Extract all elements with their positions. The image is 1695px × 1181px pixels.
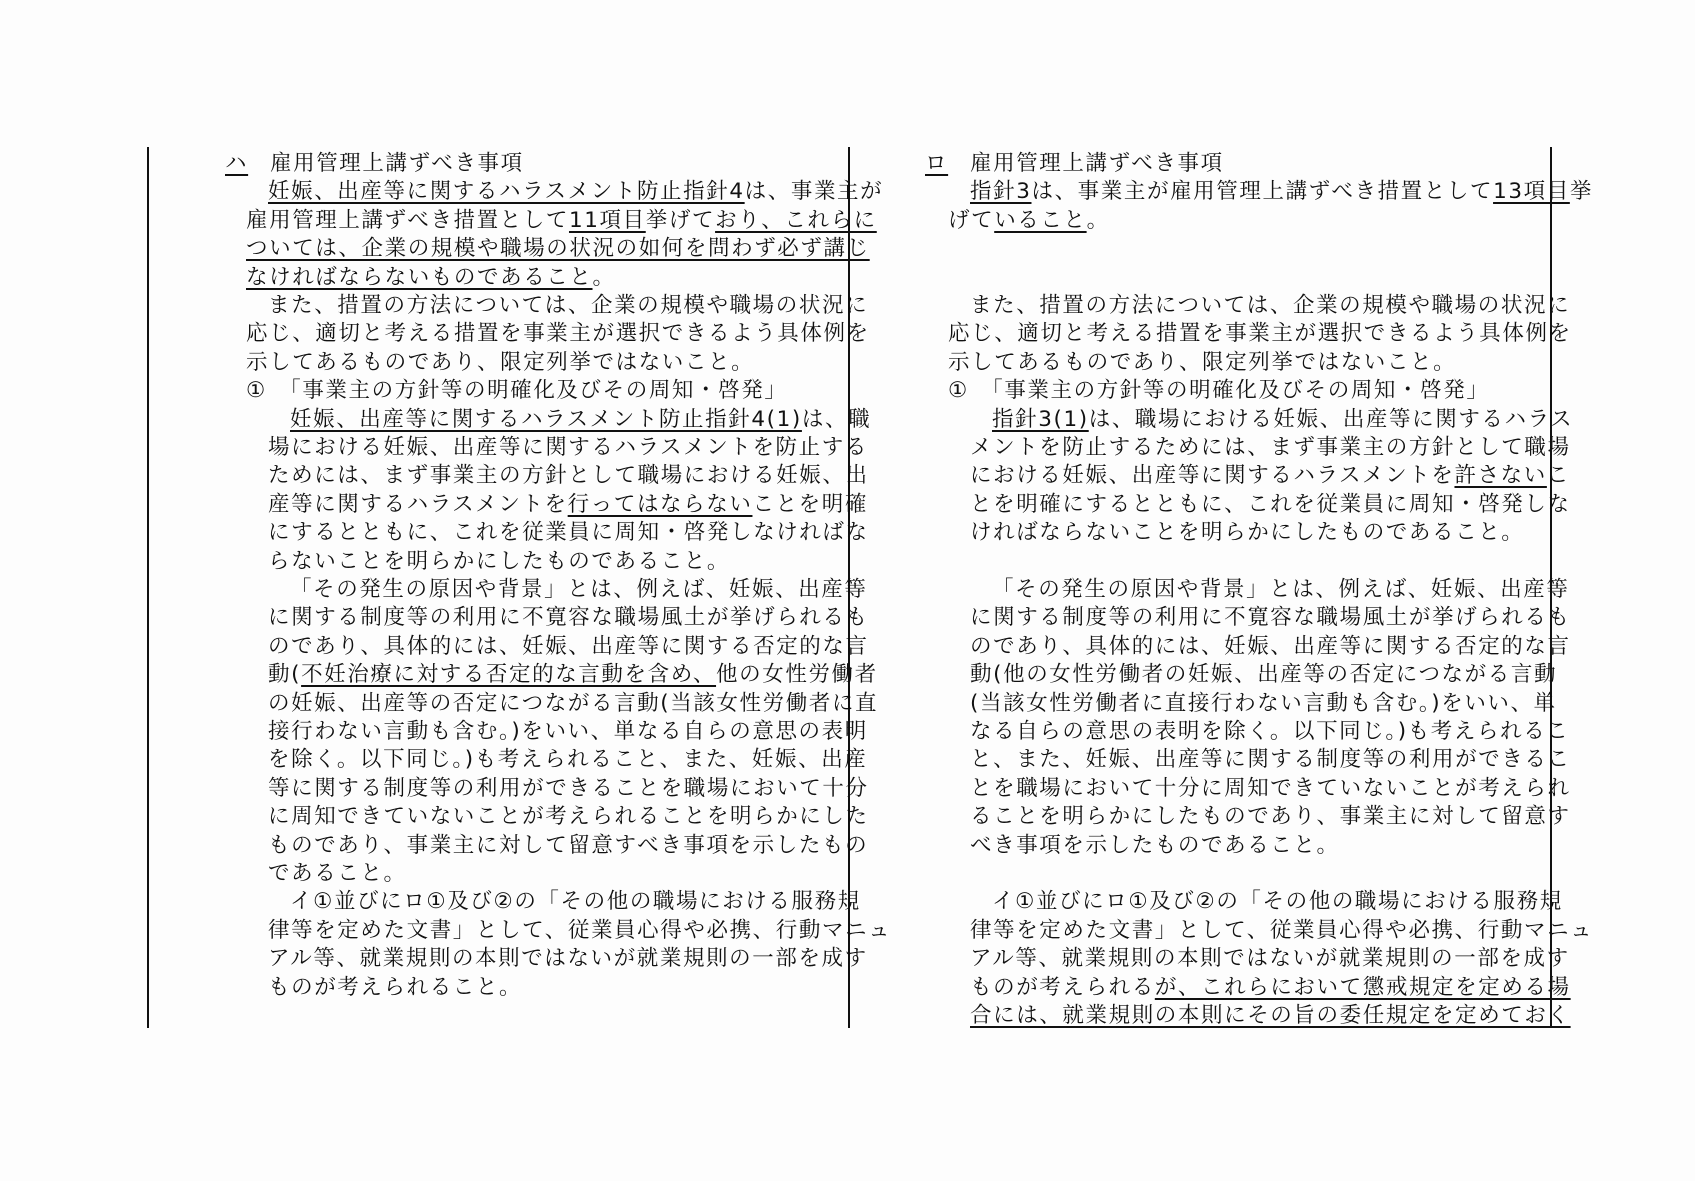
text-span: 応じ、適切と考える措置を事業主が選択できるよう具体例を (246, 321, 870, 347)
text-span: 動(他の女性労働者の妊娠、出産等の否定につながる言動 (970, 662, 1558, 688)
text-span: のであり、具体的には、妊娠、出産等に関する否定的な言 (970, 633, 1571, 659)
text-line (970, 718, 1569, 746)
text-span: 応じ、適切と考える措置を事業主が選択できるよう具体例を (948, 321, 1572, 347)
underlined-revision: 11項目 (568, 207, 646, 233)
text-line (268, 633, 869, 661)
underlined-revision: おり、これらに (715, 207, 877, 233)
text-line (992, 406, 1573, 434)
text-line (268, 690, 878, 718)
text-line (246, 235, 870, 263)
text-line (268, 718, 868, 746)
text-line (246, 264, 616, 292)
text-line (970, 178, 1593, 206)
underlined-revision: が、これらにおいて懲戒規定を定める場 (1154, 974, 1571, 1000)
text-line (290, 888, 861, 916)
text-line (268, 178, 883, 206)
text-line (268, 462, 869, 490)
text-line (290, 406, 871, 434)
text-span: とを職場において十分に周知できていないことが考えられ (970, 775, 1571, 801)
text-span: と、また、妊娠、出産等に関する制度等の利用ができるこ (970, 747, 1571, 773)
text-span: メントを防止するためには、まず事業主の方針として職場 (970, 435, 1571, 460)
text-span: のであり、具体的には、妊娠、出産等に関する否定的な言 (268, 633, 869, 659)
underlined-revision: 妊娠、出産等に関するハラスメント防止指針4 (268, 179, 745, 205)
text-line (948, 349, 1456, 377)
underlined-revision: 指針3(1) (992, 406, 1089, 432)
text-line (268, 945, 868, 973)
text-line (970, 604, 1571, 632)
underlined-revision: ついては、企業の規模や職場の状況の如何を問わず必ず講じ (246, 236, 870, 262)
text-line (992, 576, 1570, 604)
text-line (268, 519, 869, 547)
text-line (268, 775, 869, 803)
text-line (268, 548, 730, 576)
text-line (268, 491, 868, 519)
underlined-revision: 合には、就業規則の本則にその旨の委任規定を定めておく (970, 1003, 1571, 1028)
text-span: に周知できていないことが考えられることを明らかにした (268, 804, 869, 830)
text-line (268, 604, 869, 632)
text-span: とを明確にするとともに、これを従業員に周知・啓発しな (970, 491, 1571, 517)
text-line (268, 746, 867, 774)
text-line (970, 690, 1557, 718)
underlined-revision: なければならないものであること (246, 264, 593, 290)
section-heading-text: 雇用管理上講ずべき事項 (970, 151, 1224, 176)
text-span: ① 「事業主の方針等の明確化及びその周知・啓発」 (246, 378, 788, 404)
underlined-revision: 13項目 (1493, 179, 1570, 205)
text-span: 動( (268, 662, 302, 688)
text-line (970, 462, 1570, 490)
text-span: ることを明らかにしたものであり、事業主に対して留意す (970, 804, 1571, 830)
text-line (970, 661, 1557, 689)
text-span: アル等、就業規則の本則ではないが就業規則の一部を成す (970, 946, 1570, 972)
underlined-revision: いること (994, 207, 1087, 233)
text-line (948, 320, 1572, 348)
text-span: イ①並びにロ①及び②の「その他の職場における服務規 (992, 889, 1563, 915)
text-span: ものであり、事業主に対して留意すべき事項を示したもの (268, 832, 869, 858)
text-span: ものが考えられる (970, 974, 1155, 1000)
text-span: ければならないことを明らかにしたものであること。 (970, 520, 1525, 546)
text-span: また、措置の方法については、企業の規模や職場の状況に (970, 293, 1571, 318)
text-span: また、措置の方法については、企業の規模や職場の状況に (268, 293, 869, 318)
text-span: 産等に関するハラスメントを (268, 491, 568, 517)
text-span: は、事業主が雇用管理上講ずべき措置として (1031, 179, 1494, 205)
text-span: 律等を定めた文書」として、従業員心得や必携、行動マニュ (970, 917, 1594, 943)
text-line (970, 974, 1571, 1002)
text-line (246, 377, 787, 405)
text-line (268, 292, 868, 320)
text-line (992, 888, 1563, 916)
section-heading-text: 雇用管理上講ずべき事項 (270, 151, 524, 176)
text-line (970, 746, 1571, 774)
text-line (970, 803, 1571, 831)
text-span: 「その発生の原因や背景」とは、例えば、妊娠、出産等 (992, 577, 1570, 602)
left-column-border (147, 147, 149, 1028)
text-span: 挙 (1569, 179, 1593, 205)
text-line (970, 434, 1571, 462)
text-line (970, 491, 1571, 519)
section-marker: ハ (225, 151, 249, 176)
underlined-revision: 行ってはならない (567, 491, 753, 517)
text-span: げて (948, 207, 995, 233)
text-span: 。 (1086, 207, 1110, 233)
text-span: 他の女性労働者 (716, 662, 878, 688)
text-line (970, 917, 1593, 945)
text-span: 示してあるものであり、限定列挙ではないこと。 (246, 349, 755, 375)
text-span: こ (1546, 463, 1570, 489)
text-span: 挙げて (645, 207, 716, 233)
text-span: ① 「事業主の方針等の明確化及びその周知・啓発」 (948, 378, 1490, 404)
text-line (970, 945, 1570, 973)
text-span: アル等、就業規則の本則ではないが就業規則の一部を成す (268, 946, 868, 972)
text-line (246, 207, 877, 235)
text-span: を除く。以下同じ。)も考えられること、また、妊娠、出産 (268, 747, 868, 773)
text-span: 「その発生の原因や背景」とは、例えば、妊娠、出産等 (290, 577, 868, 602)
text-span: は、職場における妊娠、出産等に関するハラス (1088, 406, 1574, 432)
text-line (970, 832, 1340, 860)
text-span: における妊娠、出産等に関するハラスメントを (970, 463, 1455, 489)
text-span: は、職 (801, 406, 872, 432)
text-span: は、事業主が (744, 179, 884, 205)
text-line (970, 775, 1571, 803)
text-line (970, 519, 1524, 547)
text-span: 律等を定めた文書」として、従業員心得や必携、行動マニュ (268, 917, 892, 943)
text-line (970, 633, 1571, 661)
text-span: に関する制度等の利用に不寛容な職場風土が挙げられるも (268, 605, 869, 631)
text-span: 場における妊娠、出産等に関するハラスメントを防止する (268, 435, 868, 460)
text-line (246, 320, 870, 348)
text-span: 接行わない言動も含む。)をいい、単なる自らの意思の表明 (268, 719, 868, 744)
text-span: べき事項を示したものであること。 (970, 832, 1340, 858)
text-line (268, 661, 878, 689)
text-span: 雇用管理上講ずべき措置として (246, 207, 569, 233)
underlined-revision: 不妊治療に対する否定的な言動を含め、 (301, 662, 717, 688)
text-span: 等に関する制度等の利用ができることを職場において十分 (268, 775, 869, 801)
text-line (948, 207, 1110, 235)
text-span: ことを明確 (752, 491, 868, 517)
text-span: であること。 (268, 861, 407, 886)
underlined-revision: 指針3 (970, 179, 1032, 205)
left-section-heading (225, 150, 524, 178)
text-line (268, 803, 869, 831)
section-marker: ロ (925, 151, 949, 176)
text-span: らないことを明らかにしたものであること。 (268, 548, 731, 574)
text-line (268, 860, 407, 888)
text-line (246, 349, 754, 377)
text-span: にするとともに、これを従業員に周知・啓発しなければな (268, 520, 869, 546)
text-span: ものが考えられること。 (268, 974, 523, 1000)
text-line (948, 377, 1489, 405)
text-line (268, 917, 891, 945)
text-span: に関する制度等の利用に不寛容な職場風土が挙げられるも (970, 605, 1571, 631)
text-line (268, 974, 522, 1002)
text-span: イ①並びにロ①及び②の「その他の職場における服務規 (290, 889, 861, 915)
text-span: の妊娠、出産等の否定につながる言動(当該女性労働者に直 (268, 690, 879, 716)
underlined-revision: 妊娠、出産等に関するハラスメント防止指針4(1) (290, 406, 802, 432)
text-line (970, 1002, 1571, 1030)
text-line (268, 832, 868, 860)
text-line (268, 434, 868, 462)
text-span: (当該女性労働者に直接行わない言動も含む。)をいい、単 (970, 690, 1557, 716)
text-line (290, 576, 868, 604)
text-span: なる自らの意思の表明を除く。以下同じ。)も考えられるこ (970, 719, 1570, 744)
text-span: 示してあるものであり、限定列挙ではないこと。 (948, 349, 1457, 375)
text-span: 。 (592, 264, 616, 290)
text-line (970, 292, 1570, 320)
underlined-revision: 許さない (1454, 463, 1547, 489)
text-span: ためには、まず事業主の方針として職場における妊娠、出 (268, 463, 869, 489)
right-section-heading (925, 150, 1224, 178)
